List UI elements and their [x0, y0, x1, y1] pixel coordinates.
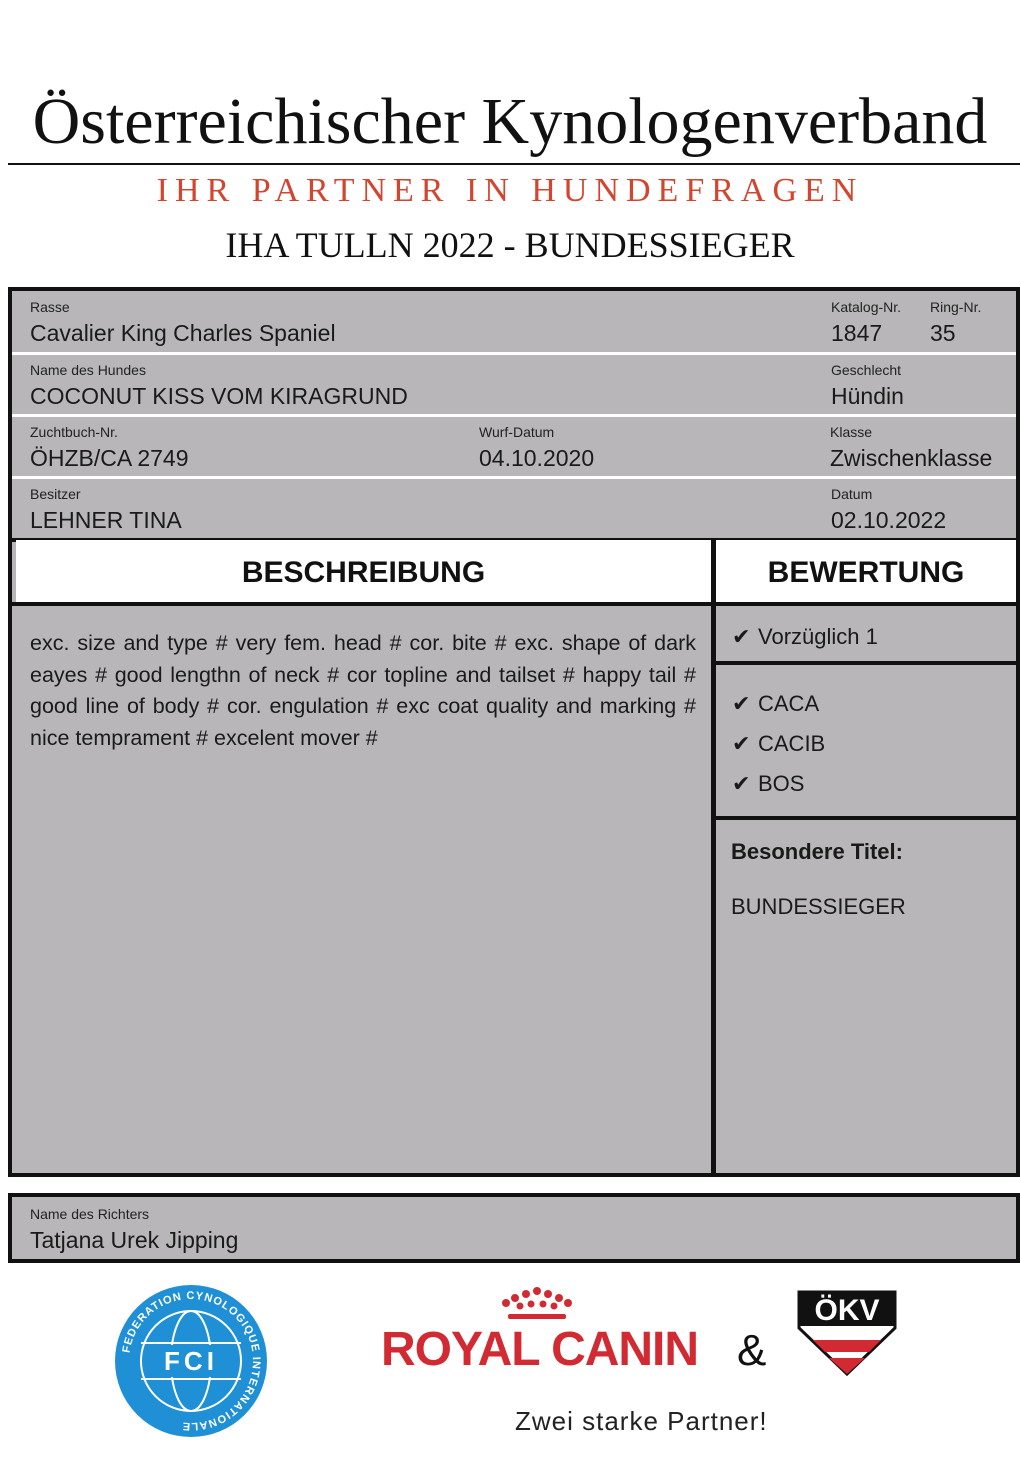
check-icon: ✔ — [732, 731, 751, 756]
dog-name-label: Name des Hundes — [30, 362, 146, 378]
award-line — [732, 731, 825, 757]
class-value: Zwischenklasse — [830, 445, 993, 471]
owner-label: Besitzer — [30, 486, 81, 502]
field-judge — [30, 1206, 238, 1255]
field-birth — [479, 424, 594, 473]
studbook-value: ÖHZB/CA 2749 — [30, 445, 189, 471]
tagline: Zwei starke Partner! — [515, 1406, 768, 1436]
description-heading: BESCHREIBUNG — [16, 540, 711, 606]
catalog-label: Katalog-Nr. — [831, 299, 902, 315]
sex-label: Geschlecht — [831, 362, 902, 378]
row-studbook — [12, 416, 1016, 478]
special-title-label: Besondere Titel: — [731, 839, 903, 864]
dog-name-value: COCONUT KISS VOM KIRAGRUND — [30, 383, 408, 409]
event-title: IHA TULLN 2022 - BUNDESSIEGER — [225, 225, 795, 265]
field-studbook — [30, 424, 189, 473]
breed-label: Rasse — [30, 299, 70, 315]
section-border — [12, 602, 1016, 606]
catalog-value: 1847 — [831, 320, 883, 346]
row-breed — [12, 291, 1016, 353]
award-cacib: CACIB — [758, 731, 826, 756]
title-rule — [8, 163, 1020, 165]
birth-value: 04.10.2020 — [479, 445, 595, 471]
award-line — [732, 771, 804, 797]
row-owner — [12, 478, 1016, 540]
judge-box — [8, 1193, 1020, 1263]
field-ring — [930, 299, 981, 348]
org-title: Österreichischer Kynologenverband — [32, 85, 988, 158]
field-catalog — [831, 299, 901, 348]
description-text: exc. size and type # very fem. head # cor. bite # exc. shape of dark eayes # good lengthn of neck # cor topline and tailset # happy tail # good line of body # cor. engulation # exc coat quality and marking # nice temprament # excelent mover # — [30, 631, 696, 750]
rating-heading: BEWERTUNG — [716, 540, 1016, 606]
award-caca: CACA — [758, 691, 820, 716]
special-title-value: BUNDESSIEGER — [731, 894, 906, 919]
judge-label: Name des Richters — [30, 1206, 150, 1222]
fci-text: FCI — [164, 1346, 218, 1376]
fci-ring-text: FEDERATION CYNOLOGIQUE INTERNATIONALE — [120, 1289, 263, 1433]
class-label: Klasse — [830, 424, 873, 440]
okv-logo — [795, 1288, 899, 1378]
check-icon: ✔ — [732, 771, 751, 796]
ampersand: & — [737, 1326, 767, 1375]
award-line — [732, 691, 819, 717]
rating-divider — [716, 816, 1016, 820]
crown-icon — [494, 1286, 580, 1326]
check-icon: ✔ — [732, 624, 751, 649]
column-divider — [711, 540, 716, 1173]
breed-value: Cavalier King Charles Spaniel — [30, 320, 336, 346]
field-sex — [831, 362, 904, 411]
evaluation-card — [8, 287, 1020, 1177]
okv-text: ÖKV — [814, 1294, 880, 1327]
field-dog-name — [30, 362, 408, 411]
fci-logo — [113, 1283, 269, 1439]
date-value: 02.10.2022 — [831, 507, 947, 533]
owner-value: LEHNER TINA — [30, 507, 182, 533]
studbook-label: Zuchtbuch-Nr. — [30, 424, 118, 440]
grade-line — [732, 624, 878, 650]
row-dog-name — [12, 354, 1016, 416]
grade-value: Vorzüglich 1 — [758, 624, 878, 649]
sex-value: Hündin — [831, 383, 904, 409]
slogan: IHR PARTNER IN HUNDEFRAGEN — [156, 172, 864, 209]
date-label: Datum — [831, 486, 873, 502]
judge-value: Tatjana Urek Jipping — [30, 1227, 239, 1253]
check-icon: ✔ — [732, 691, 751, 716]
field-class — [830, 424, 992, 473]
field-owner — [30, 486, 182, 535]
ring-value: 35 — [930, 320, 956, 346]
rating-divider — [716, 661, 1016, 665]
award-bos: BOS — [758, 771, 805, 796]
field-date — [831, 486, 946, 535]
birth-label: Wurf-Datum — [479, 424, 555, 440]
field-breed — [30, 299, 336, 348]
ring-label: Ring-Nr. — [930, 299, 982, 315]
royal-canin-logo: ROYAL CANIN — [381, 1323, 699, 1376]
